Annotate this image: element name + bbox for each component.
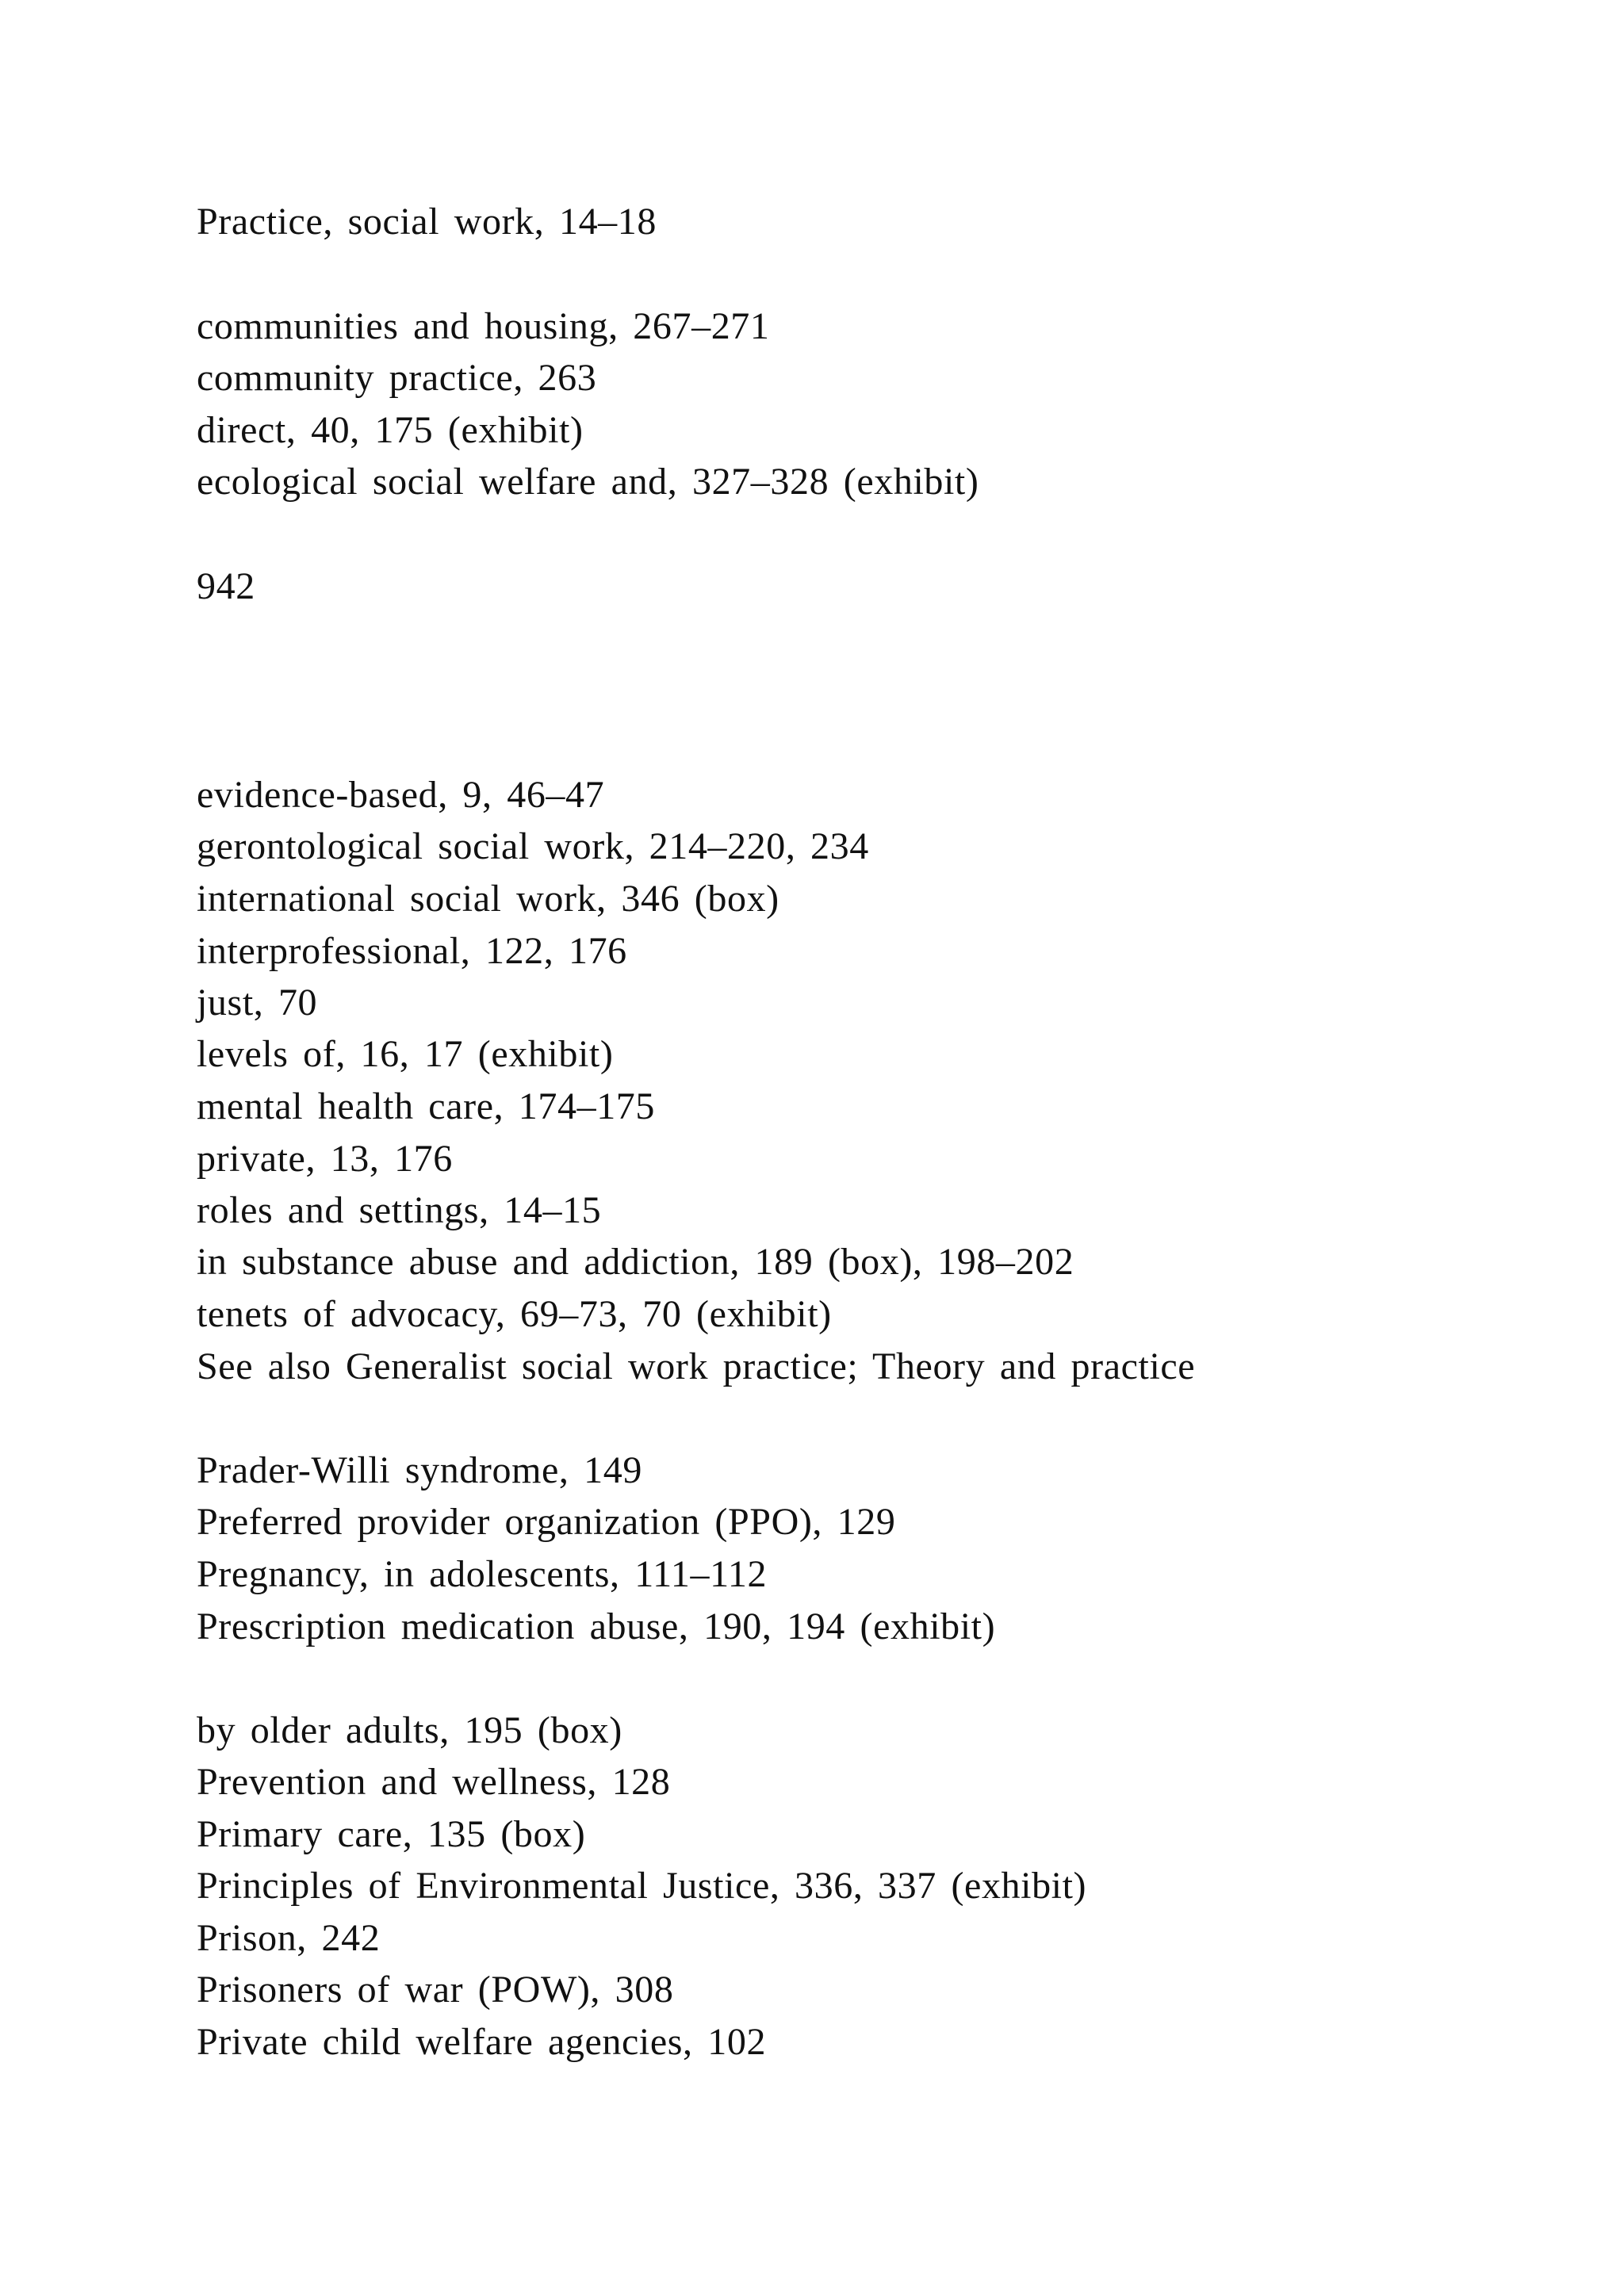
index-entry: Prescription medication abuse, 190, 194 (exhibit) xyxy=(197,1605,996,1647)
index-subentry: tenets of advocacy, 69–73, 70 (exhibit) xyxy=(197,1293,832,1335)
index-cross-reference: See also Generalist social work practice; Theory and practice xyxy=(197,1345,1196,1387)
index-subentry: by older adults, 195 (box) xyxy=(197,1709,622,1751)
index-subentry: evidence-based, 9, 46–47 xyxy=(197,774,605,816)
index-subentry: roles and settings, 14–15 xyxy=(197,1189,602,1231)
index-subentry: direct, 40, 175 (exhibit) xyxy=(197,409,584,451)
index-subentry: in substance abuse and addiction, 189 (box), 198–202 xyxy=(197,1241,1074,1283)
index-entry: Preferred provider organization (PPO), 129 xyxy=(197,1501,896,1543)
index-entry: Practice, social work, 14–18 xyxy=(197,201,657,243)
index-subentry: levels of, 16, 17 (exhibit) xyxy=(197,1033,614,1075)
index-subentry: gerontological social work, 214–220, 234 xyxy=(197,825,869,867)
index-entry: Primary care, 135 (box) xyxy=(197,1813,586,1855)
index-subentry: ecological social welfare and, 327–328 (exhibit) xyxy=(197,461,979,503)
page-number: 942 xyxy=(197,565,255,607)
index-subentry: mental health care, 174–175 xyxy=(197,1085,655,1127)
index-entry: Principles of Environmental Justice, 336, 337 (exhibit) xyxy=(197,1865,1087,1907)
index-entry: Prisoners of war (POW), 308 xyxy=(197,1969,674,2011)
index-entry: Prison, 242 xyxy=(197,1917,381,1959)
index-subentry: interprofessional, 122, 176 xyxy=(197,930,627,972)
index-subentry: private, 13, 176 xyxy=(197,1138,453,1180)
index-entry: Prevention and wellness, 128 xyxy=(197,1761,671,1803)
index-subentry: international social work, 346 (box) xyxy=(197,878,779,920)
index-entry: Prader-Willi syndrome, 149 xyxy=(197,1449,642,1491)
index-subentry: community practice, 263 xyxy=(197,357,597,399)
index-entry: Private child welfare agencies, 102 xyxy=(197,2021,767,2063)
index-entry: Pregnancy, in adolescents, 111–112 xyxy=(197,1553,768,1595)
index-subentry: communities and housing, 267–271 xyxy=(197,305,770,347)
index-subentry: just, 70 xyxy=(197,982,318,1024)
